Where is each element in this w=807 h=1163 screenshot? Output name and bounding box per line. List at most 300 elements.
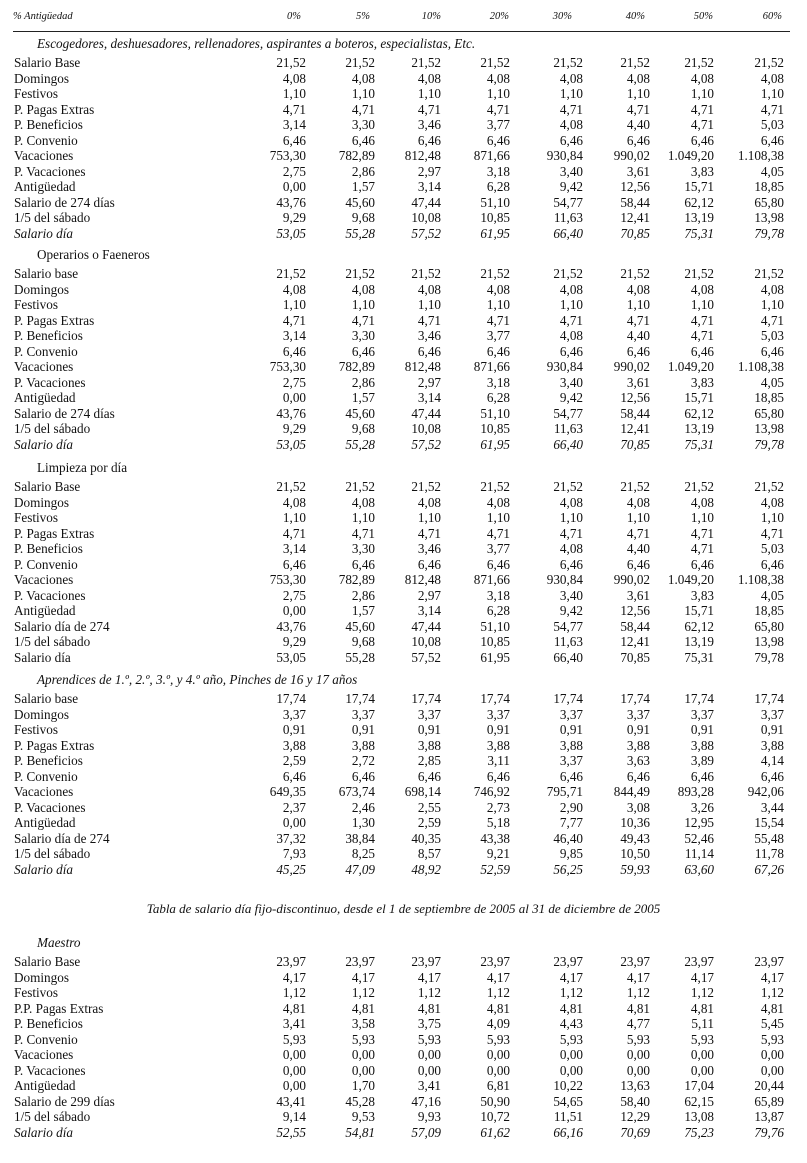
table-cell: 21,52: [480, 266, 510, 281]
table-cell: 45,28: [345, 1093, 375, 1109]
table-cell: 4,71: [690, 525, 714, 541]
table-cell: 21,52: [620, 55, 650, 70]
table-cell: 17,74: [480, 691, 510, 706]
table-cell: 1,10: [760, 297, 784, 312]
table-cell: 0,00: [760, 1047, 784, 1062]
table-row: [0, 510, 807, 526]
table-cell: 2,73: [486, 799, 510, 815]
table-cell: 990,02: [613, 148, 650, 163]
table-row: [0, 344, 807, 360]
table-cell: 6,46: [559, 768, 583, 784]
row-label: P.P. Pagas Extras: [14, 1000, 104, 1016]
table-cell: 66,40: [553, 649, 583, 665]
table-cell: 21,52: [480, 479, 510, 494]
row-label: Salario Base: [14, 55, 81, 70]
table-cell: 54,77: [553, 405, 583, 421]
table-cell: 55,28: [345, 436, 375, 452]
row-label: P. Vacaciones: [14, 1062, 86, 1078]
table-cell: 6,81: [486, 1078, 510, 1093]
table-cell: 1.108,38: [737, 359, 784, 374]
table-row: [0, 846, 807, 862]
table-cell: 746,92: [473, 784, 510, 799]
table-cell: 3,88: [690, 737, 714, 753]
table-cell: 58,44: [620, 618, 650, 634]
table-cell: 1,10: [760, 510, 784, 525]
table-cell: 4,71: [282, 101, 306, 117]
table-cell: 40,35: [411, 830, 441, 846]
table-cell: 13,19: [684, 421, 714, 436]
table-cell: 753,30: [269, 359, 306, 374]
table-cell: 4,08: [417, 281, 441, 297]
table-row: [0, 133, 807, 149]
table-cell: 21,52: [684, 55, 714, 70]
table-cell: 6,46: [486, 343, 510, 359]
table-cell: 5,93: [760, 1031, 784, 1047]
table-cell: 4,08: [559, 328, 583, 343]
table-cell: 1,10: [559, 510, 583, 525]
table-cell: 75,31: [684, 225, 714, 241]
table-cell: 79,76: [754, 1124, 784, 1140]
table-cell: 4,08: [760, 70, 784, 86]
table-row: [0, 722, 807, 738]
table-cell: 5,93: [351, 1031, 375, 1047]
table-row: [0, 541, 807, 557]
table-cell: 43,41: [276, 1093, 306, 1109]
table-cell: 3,41: [282, 1016, 306, 1031]
table-cell: 3,46: [417, 541, 441, 556]
row-label: Vacaciones: [14, 784, 74, 799]
table-cell: 21,52: [411, 266, 441, 281]
table-cell: 3,14: [417, 390, 441, 405]
row-label: Vacaciones: [14, 572, 74, 587]
table-cell: 4,08: [626, 281, 650, 297]
column-header-1: 5%: [356, 11, 370, 22]
table-cell: 6,28: [486, 390, 510, 405]
table-cell: 6,46: [351, 768, 375, 784]
table-cell: 23,97: [345, 954, 375, 969]
row-label: P. Pagas Extras: [14, 525, 95, 541]
table-row: [0, 437, 807, 453]
table-cell: 4,08: [559, 70, 583, 86]
table-cell: 21,52: [276, 479, 306, 494]
table-cell: 4,17: [760, 969, 784, 985]
table-cell: 1,10: [486, 510, 510, 525]
table-cell: 0,00: [486, 1047, 510, 1062]
header-divider: [13, 31, 790, 32]
table-cell: 3,88: [417, 737, 441, 753]
table-cell: 9,42: [559, 390, 583, 405]
table-cell: 47,44: [411, 194, 441, 210]
table-cell: 4,71: [282, 525, 306, 541]
table-cell: 4,71: [690, 328, 714, 343]
table-cell: 782,89: [338, 148, 375, 163]
table-cell: 6,46: [351, 556, 375, 572]
row-label: P. Beneficios: [14, 328, 83, 343]
table-cell: 37,32: [276, 830, 306, 846]
table-cell: 930,84: [546, 572, 583, 587]
row-label: 1/5 del sábado: [14, 846, 91, 861]
table-cell: 43,76: [276, 194, 306, 210]
table-cell: 6,46: [690, 768, 714, 784]
row-label: Salario día: [14, 225, 73, 241]
table-cell: 15,71: [684, 390, 714, 405]
row-label: 1/5 del sábado: [14, 421, 91, 436]
table-cell: 43,76: [276, 618, 306, 634]
table-cell: 61,95: [480, 225, 510, 241]
table-cell: 4,81: [486, 1000, 510, 1016]
table-cell: 4,08: [486, 494, 510, 510]
table-cell: 23,97: [754, 954, 784, 969]
row-label: Festivos: [14, 722, 58, 737]
table-row: [0, 328, 807, 344]
row-label: Domingos: [14, 969, 69, 985]
table-cell: 23,97: [276, 954, 306, 969]
table-cell: 21,52: [276, 266, 306, 281]
table-cell: 13,19: [684, 210, 714, 225]
row-label: Domingos: [14, 70, 69, 86]
table-cell: 11,63: [553, 210, 583, 225]
section-title: Limpieza por día: [37, 460, 128, 475]
table-cell: 4,81: [417, 1000, 441, 1016]
table-cell: 2,85: [417, 753, 441, 768]
table-cell: 21,52: [684, 266, 714, 281]
table-cell: 1.049,20: [667, 359, 714, 374]
table-cell: 6,46: [559, 556, 583, 572]
table-cell: 21,52: [754, 266, 784, 281]
table-cell: 1,10: [486, 86, 510, 101]
table-cell: 812,48: [404, 572, 441, 587]
table-row: [0, 954, 807, 970]
table-cell: 55,48: [754, 830, 784, 846]
table-cell: 11,78: [754, 846, 784, 861]
table-cell: 3,46: [417, 328, 441, 343]
table-cell: 4,08: [559, 117, 583, 132]
table-cell: 9,85: [559, 846, 583, 861]
table-cell: 3,14: [417, 179, 441, 194]
table-cell: 45,60: [345, 618, 375, 634]
table-cell: 4,71: [559, 101, 583, 117]
table-cell: 6,28: [486, 603, 510, 618]
table-cell: 62,12: [684, 618, 714, 634]
header-label: % Antigüedad: [13, 11, 73, 22]
column-header-row: [13, 11, 788, 27]
row-label: Salario Base: [14, 479, 81, 494]
table-cell: 4,08: [690, 70, 714, 86]
table-cell: 4,71: [417, 101, 441, 117]
row-label: Domingos: [14, 706, 69, 722]
table-row: [0, 1047, 807, 1063]
table-cell: 9,21: [486, 846, 510, 861]
table-cell: 79,78: [754, 649, 784, 665]
table-cell: 21,52: [480, 55, 510, 70]
table-cell: 795,71: [546, 784, 583, 799]
table-cell: 4,71: [486, 525, 510, 541]
table-cell: 47,09: [345, 861, 375, 877]
table-cell: 17,74: [620, 691, 650, 706]
table-cell: 6,46: [486, 768, 510, 784]
table-cell: 3,18: [486, 163, 510, 179]
table-cell: 0,00: [282, 1062, 306, 1078]
table-cell: 55,28: [345, 225, 375, 241]
table-cell: 3,14: [282, 117, 306, 132]
row-label: P. Convenio: [14, 1031, 78, 1047]
table-cell: 3,37: [559, 753, 583, 768]
table-cell: 1,10: [417, 297, 441, 312]
table-cell: 20,44: [754, 1078, 784, 1093]
table-row: [0, 1078, 807, 1094]
table-cell: 3,14: [282, 328, 306, 343]
table-cell: 5,93: [690, 1031, 714, 1047]
table-cell: 21,52: [345, 266, 375, 281]
table-cell: 5,93: [282, 1031, 306, 1047]
table-cell: 2,55: [417, 799, 441, 815]
table-cell: 6,46: [351, 343, 375, 359]
table-cell: 5,93: [417, 1031, 441, 1047]
row-label: Festivos: [14, 985, 58, 1000]
table-cell: 65,80: [754, 405, 784, 421]
table-cell: 4,71: [690, 541, 714, 556]
table-cell: 3,37: [282, 706, 306, 722]
table-cell: 12,29: [620, 1109, 650, 1124]
table-cell: 70,69: [620, 1124, 650, 1140]
row-label: P. Beneficios: [14, 541, 83, 556]
table-row: [0, 421, 807, 437]
table-cell: 3,77: [486, 541, 510, 556]
table-cell: 3,83: [690, 163, 714, 179]
table-cell: 3,88: [486, 737, 510, 753]
row-label: Salario día: [14, 1124, 73, 1140]
table-cell: 10,85: [480, 210, 510, 225]
table-cell: 0,00: [282, 1078, 306, 1093]
table-cell: 4,17: [559, 969, 583, 985]
row-label: Salario base: [14, 691, 79, 706]
table-cell: 844,49: [613, 784, 650, 799]
table-row: [0, 55, 807, 71]
table-caption: Tabla de salario día fijo-discontinuo, desde el 1 de septiembre de 2005 al 31 de diciembre de 2005: [146, 901, 661, 916]
table-cell: 52,59: [480, 861, 510, 877]
table-cell: 21,52: [684, 479, 714, 494]
table-cell: 1,57: [351, 603, 375, 618]
table-cell: 15,71: [684, 179, 714, 194]
table-cell: 0,00: [351, 1062, 375, 1078]
table-row: [0, 297, 807, 313]
table-cell: 4,40: [626, 328, 650, 343]
table-cell: 673,74: [338, 784, 375, 799]
table-row: [0, 390, 807, 406]
table-cell: 53,05: [276, 225, 306, 241]
table-cell: 2,72: [351, 753, 375, 768]
table-cell: 2,75: [282, 374, 306, 390]
table-cell: 2,59: [417, 815, 441, 830]
table-row: [0, 1094, 807, 1110]
table-cell: 65,89: [754, 1093, 784, 1109]
table-cell: 75,31: [684, 649, 714, 665]
table-cell: 63,60: [684, 861, 714, 877]
table-cell: 15,54: [754, 815, 784, 830]
table-cell: 3,37: [760, 706, 784, 722]
table-cell: 4,08: [351, 281, 375, 297]
row-label: P. Convenio: [14, 343, 78, 359]
table-cell: 1,10: [486, 297, 510, 312]
row-label: P. Vacaciones: [14, 374, 86, 390]
table-cell: 4,71: [690, 312, 714, 328]
table-cell: 871,66: [473, 359, 510, 374]
table-cell: 3,88: [282, 737, 306, 753]
table-cell: 4,17: [417, 969, 441, 985]
table-cell: 55,28: [345, 649, 375, 665]
table-cell: 0,00: [417, 1047, 441, 1062]
row-label: P. Pagas Extras: [14, 737, 95, 753]
table-cell: 12,56: [620, 390, 650, 405]
table-cell: 0,00: [351, 1047, 375, 1062]
table-cell: 3,77: [486, 328, 510, 343]
table-cell: 3,61: [626, 587, 650, 603]
table-cell: 4,08: [760, 494, 784, 510]
table-row: [0, 282, 807, 298]
table-cell: 79,78: [754, 225, 784, 241]
table-cell: 51,10: [480, 618, 510, 634]
table-cell: 3,40: [559, 163, 583, 179]
table-cell: 4,08: [626, 494, 650, 510]
table-row: [0, 831, 807, 847]
table-cell: 1,10: [760, 86, 784, 101]
table-cell: 3,88: [626, 737, 650, 753]
table-cell: 1,12: [417, 985, 441, 1000]
table-cell: 4,81: [559, 1000, 583, 1016]
table-cell: 23,97: [480, 954, 510, 969]
table-cell: 43,76: [276, 405, 306, 421]
table-cell: 1,30: [351, 815, 375, 830]
table-cell: 930,84: [546, 148, 583, 163]
table-row: [0, 707, 807, 723]
table-cell: 1,12: [760, 985, 784, 1000]
table-cell: 10,22: [553, 1078, 583, 1093]
table-cell: 871,66: [473, 148, 510, 163]
table-cell: 6,46: [690, 556, 714, 572]
table-cell: 4,71: [626, 312, 650, 328]
table-cell: 65,80: [754, 618, 784, 634]
table-cell: 782,89: [338, 359, 375, 374]
table-cell: 1.108,38: [737, 572, 784, 587]
table-cell: 3,58: [351, 1016, 375, 1031]
table-row: [0, 691, 807, 707]
table-cell: 871,66: [473, 572, 510, 587]
table-cell: 21,52: [345, 55, 375, 70]
table-cell: 1,12: [690, 985, 714, 1000]
table-cell: 13,08: [684, 1109, 714, 1124]
table-row: [0, 102, 807, 118]
table-row: [0, 1016, 807, 1032]
table-cell: 10,85: [480, 421, 510, 436]
table-cell: 4,43: [559, 1016, 583, 1031]
table-cell: 21,52: [276, 55, 306, 70]
table-cell: 893,28: [677, 784, 714, 799]
table-cell: 3,37: [486, 706, 510, 722]
table-cell: 62,15: [684, 1093, 714, 1109]
table-cell: 2,90: [559, 799, 583, 815]
table-cell: 1,10: [282, 297, 306, 312]
table-cell: 1,57: [351, 179, 375, 194]
row-label: Salario día: [14, 861, 73, 877]
table-cell: 56,25: [553, 861, 583, 877]
table-cell: 48,92: [411, 861, 441, 877]
table-cell: 10,08: [411, 421, 441, 436]
column-header-0: 0%: [287, 11, 301, 22]
table-cell: 45,25: [276, 861, 306, 877]
table-row: [0, 1109, 807, 1125]
table-cell: 3,61: [626, 163, 650, 179]
table-cell: 1,10: [626, 86, 650, 101]
table-cell: 12,56: [620, 179, 650, 194]
table-cell: 6,46: [690, 343, 714, 359]
table-cell: 6,46: [486, 556, 510, 572]
table-row: [0, 359, 807, 375]
table-cell: 23,97: [620, 954, 650, 969]
table-cell: 4,08: [559, 281, 583, 297]
row-label: P. Convenio: [14, 132, 78, 148]
table-cell: 0,00: [282, 390, 306, 405]
table-cell: 6,46: [626, 768, 650, 784]
row-label: P. Vacaciones: [14, 587, 86, 603]
table-cell: 1,10: [690, 86, 714, 101]
table-cell: 4,08: [760, 281, 784, 297]
table-cell: 5,93: [486, 1031, 510, 1047]
table-cell: 649,35: [269, 784, 306, 799]
table-cell: 52,46: [684, 830, 714, 846]
table-cell: 1,12: [282, 985, 306, 1000]
table-cell: 2,86: [351, 587, 375, 603]
table-cell: 2,37: [282, 799, 306, 815]
table-cell: 0,91: [417, 722, 441, 737]
table-cell: 9,29: [282, 634, 306, 649]
table-cell: 753,30: [269, 148, 306, 163]
table-cell: 6,46: [626, 132, 650, 148]
row-label: P. Convenio: [14, 556, 78, 572]
table-cell: 3,40: [559, 587, 583, 603]
row-label: Festivos: [14, 86, 58, 101]
table-cell: 1,12: [486, 985, 510, 1000]
table-row: [0, 164, 807, 180]
table-cell: 9,68: [351, 634, 375, 649]
table-cell: 0,91: [690, 722, 714, 737]
table-cell: 65,80: [754, 194, 784, 210]
table-row: [0, 603, 807, 619]
table-row: [0, 210, 807, 226]
table-cell: 4,05: [760, 587, 784, 603]
table-cell: 6,46: [282, 556, 306, 572]
table-cell: 5,03: [760, 117, 784, 132]
table-cell: 10,36: [620, 815, 650, 830]
table-cell: 4,08: [351, 70, 375, 86]
table-cell: 4,08: [282, 70, 306, 86]
section-title: Maestro: [37, 935, 81, 950]
table-cell: 9,53: [351, 1109, 375, 1124]
table-row: [0, 650, 807, 666]
table-cell: 3,37: [559, 706, 583, 722]
table-cell: 1,57: [351, 390, 375, 405]
table-row: [0, 117, 807, 133]
table-cell: 3,37: [626, 706, 650, 722]
table-cell: 4,08: [559, 494, 583, 510]
table-cell: 6,46: [417, 343, 441, 359]
table-row: [0, 619, 807, 635]
table-row: [0, 588, 807, 604]
table-cell: 3,30: [351, 328, 375, 343]
table-cell: 0,00: [282, 1047, 306, 1062]
column-header-3: 20%: [489, 11, 509, 22]
table-cell: 5,93: [626, 1031, 650, 1047]
table-cell: 21,52: [553, 266, 583, 281]
